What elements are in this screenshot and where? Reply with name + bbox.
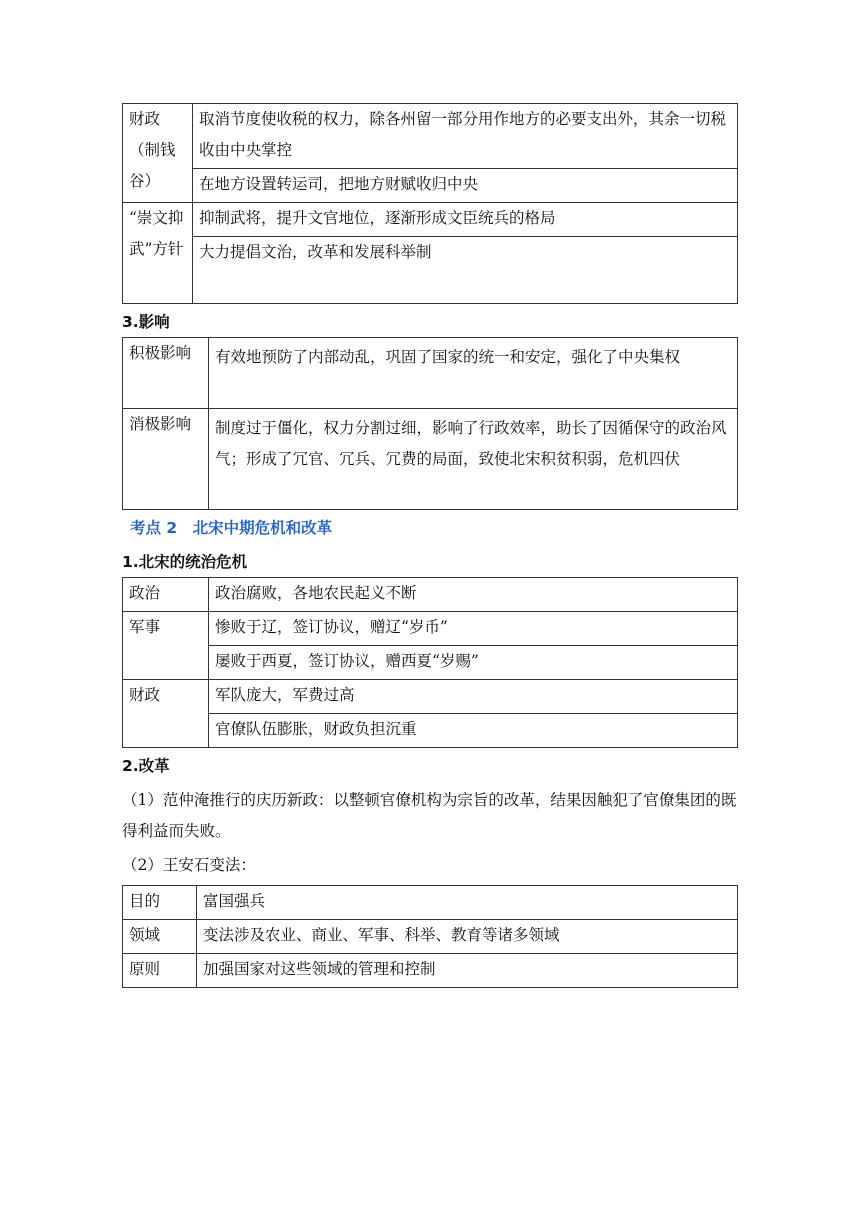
row-label: 财政 bbox=[123, 680, 209, 748]
row-label: 财政（制钱谷） bbox=[123, 104, 193, 203]
table-crisis bbox=[122, 577, 738, 748]
table-row bbox=[123, 714, 738, 748]
table-cell: 有效地预防了内部动乱，巩固了国家的统一和安定，强化了中央集权 bbox=[209, 338, 738, 409]
table-cell: 政治腐败，各地农民起义不断 bbox=[209, 578, 738, 612]
table-row bbox=[123, 886, 738, 920]
document-page bbox=[122, 103, 738, 988]
table-cell: 抑制武将，提升文官地位，逐渐形成文臣统兵的格局 bbox=[193, 203, 738, 237]
table-cell: 军队庞大，军费过高 bbox=[209, 680, 738, 714]
table-row bbox=[123, 104, 738, 169]
table-row bbox=[123, 578, 738, 612]
table-row bbox=[123, 338, 738, 409]
table-cell: 大力提倡文治，改革和发展科举制 bbox=[193, 237, 738, 304]
table-row bbox=[123, 169, 738, 203]
table-row bbox=[123, 954, 738, 988]
table-cell: 官僚队伍膨胀，财政负担沉重 bbox=[209, 714, 738, 748]
table-row bbox=[123, 237, 738, 304]
section-heading: 2.改革 bbox=[122, 757, 170, 775]
row-label: 原则 bbox=[123, 954, 197, 988]
table-cell: 富国强兵 bbox=[197, 886, 738, 920]
row-label: “崇文抑武”方针 bbox=[123, 203, 193, 304]
topic-heading: 考点 2 北宋中期危机和改革 bbox=[130, 519, 333, 537]
table-cell: 变法涉及农业、商业、军事、科举、教育等诸多领域 bbox=[197, 920, 738, 954]
row-label: 目的 bbox=[123, 886, 197, 920]
table-row bbox=[123, 920, 738, 954]
table-row bbox=[123, 612, 738, 646]
table-reform bbox=[122, 885, 738, 988]
table-cell: 取消节度使收税的权力，除各州留一部分用作地方的必要支出外，其余一切税收由中央掌控 bbox=[193, 104, 738, 169]
table-policies bbox=[122, 103, 738, 304]
row-label: 政治 bbox=[123, 578, 209, 612]
section-heading: 1.北宋的统治危机 bbox=[122, 553, 248, 571]
row-label: 军事 bbox=[123, 612, 209, 680]
paragraph: （1）范仲淹推行的庆历新政：以整顿官僚机构为宗旨的改革，结果因触犯了官僚集团的既得利益而失败。 bbox=[122, 791, 737, 840]
row-label: 领域 bbox=[123, 920, 197, 954]
table-influence bbox=[122, 337, 738, 510]
paragraph: （2）王安石变法： bbox=[122, 856, 256, 874]
table-cell: 制度过于僵化，权力分割过细，影响了行政效率，助长了因循保守的政治风气；形成了冗官、冗兵、冗费的局面，致使北宋积贫积弱，危机四伏 bbox=[209, 409, 738, 510]
row-label: 消极影响 bbox=[123, 409, 209, 510]
row-label: 积极影响 bbox=[123, 338, 209, 409]
section-heading: 3.影响 bbox=[122, 313, 170, 331]
table-row bbox=[123, 203, 738, 237]
table-cell: 惨败于辽，签订协议，赠辽“岁币” bbox=[209, 612, 738, 646]
table-cell: 加强国家对这些领域的管理和控制 bbox=[197, 954, 738, 988]
table-row bbox=[123, 646, 738, 680]
table-cell: 在地方设置转运司，把地方财赋收归中央 bbox=[193, 169, 738, 203]
table-row bbox=[123, 680, 738, 714]
table-cell: 屡败于西夏，签订协议，赠西夏“岁赐” bbox=[209, 646, 738, 680]
table-row bbox=[123, 409, 738, 510]
